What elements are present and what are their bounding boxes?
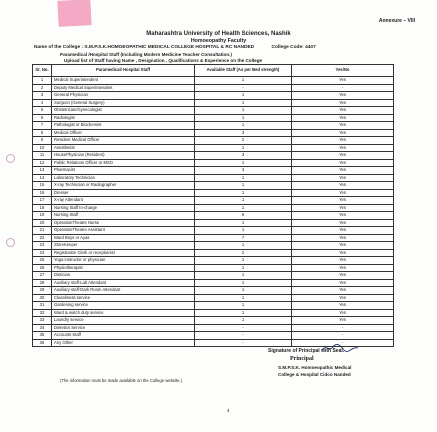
cell-staff: StoreKeeper [52,242,195,250]
signature-label: Signature of Principal with Seal. [268,348,345,354]
table-row [33,84,394,92]
cell-staff: Yoga instructor or physician [52,257,195,265]
cell-staff: Ward Boys or Ayas [52,234,195,242]
cell-sr-no: 1 [33,77,52,85]
cell-sr-no: 22 [33,234,52,242]
cell-available: 1 [195,302,292,310]
cell-yes-no: Yes [292,197,394,205]
table-row [33,227,394,235]
table-header-row [33,65,394,77]
table-row [33,234,394,242]
pink-sticky-note [57,0,91,27]
cell-sr-no: 3 [33,92,52,100]
cell-available: 1 [195,287,292,295]
cell-staff: Gardening service [52,302,195,310]
cell-staff: Laundry service [52,317,195,325]
cell-sr-no: 6 [33,114,52,122]
cell-available: 2 [195,137,292,145]
punch-hole [6,238,15,247]
cell-staff: Ward & watch duty service [52,309,195,317]
subtitle-staff-category: Paramedical /Hospital Staff (Including Modern Medicine Teacher Consultation.) [60,52,232,57]
cell-staff: Laboratory Technician [52,174,195,182]
cell-available: 1 [195,257,292,265]
page-number: 4 [227,408,230,413]
cell-sr-no: 20 [33,219,52,227]
cell-sr-no: 4 [33,99,52,107]
cell-yes-no: Yes [292,234,394,242]
table-row [33,144,394,152]
staff-table [32,64,394,347]
table-row [33,107,394,115]
cell-yes-no: Yes [292,182,394,190]
cell-available: - [195,332,292,340]
cell-yes-no: Yes [292,77,394,85]
table-row [33,159,394,167]
table-row [33,92,394,100]
table-row [33,302,394,310]
table-row [33,324,394,332]
website-note: (The information must be made available on the College website.) [60,378,182,383]
table-row [33,294,394,302]
cell-staff: Pathologist or Biochemist [52,122,195,130]
cell-staff: Resident Medical Officer [52,137,195,145]
cell-available: 1 [195,294,292,302]
cell-yes-no: - [292,332,394,340]
cell-sr-no: 16 [33,189,52,197]
cell-staff: Nursing Staff [52,212,195,220]
subtitle-upload-instruction: Upload list of Staff having Name , Designation , Qualifications & Experience on the College [64,58,263,63]
cell-available: 1 [195,122,292,130]
cell-yes-no: Yes [292,294,394,302]
table-row [33,152,394,160]
table-row [33,332,394,340]
cell-available: 1 [195,92,292,100]
table-row [33,257,394,265]
cell-available: 1 [195,204,292,212]
header-sr-no: Sr. No. [33,65,52,77]
cell-yes-no: Yes [292,309,394,317]
cell-available: - [195,84,292,92]
cell-available: 7 [195,234,292,242]
table-row [33,182,394,190]
cell-sr-no: 18 [33,204,52,212]
cell-sr-no: 29 [33,287,52,295]
cell-sr-no: 35 [33,332,52,340]
cell-available: 1 [195,227,292,235]
cell-yes-no: Yes [292,242,394,250]
signature-scribble [320,343,360,353]
stamp-line-1: S.M.P.S.K. Homoeopathic Medical [278,365,352,370]
cell-yes-no: Yes [292,249,394,257]
table-row [33,174,394,182]
cell-yes-no: Yes [292,302,394,310]
cell-available: 1 [195,279,292,287]
table-row [33,114,394,122]
cell-yes-no: Yes [292,152,394,160]
cell-yes-no: Yes [292,122,394,130]
annexure-label: Annexure – VIII [378,18,415,24]
cell-yes-no: Yes [292,159,394,167]
cell-sr-no: 30 [33,294,52,302]
punch-hole [6,154,15,163]
cell-sr-no: 21 [33,227,52,235]
cell-yes-no: Yes [292,257,394,265]
cell-staff: Obstetrician/Gynecologist [52,107,195,115]
cell-sr-no: 11 [33,152,52,160]
cell-available: 1 [195,242,292,250]
cell-available: 1 [195,219,292,227]
cell-sr-no: 33 [33,317,52,325]
cell-sr-no: 31 [33,302,52,310]
cell-sr-no: 34 [33,324,52,332]
cell-available: 1 [195,77,292,85]
cell-staff: Cleanliness service [52,294,195,302]
cell-available: 1 [195,317,292,325]
cell-staff: Dietetics Service [52,324,195,332]
cell-staff: Physiotherapist [52,264,195,272]
table-row [33,249,394,257]
cell-yes-no: Yes [292,99,394,107]
cell-yes-no: - [292,339,394,347]
cell-staff: Medical Superintendent [52,77,195,85]
cell-sr-no: 36 [33,339,52,347]
cell-staff: Auxiliary staff-Dark Room Attendant [52,287,195,295]
cell-yes-no: Yes [292,137,394,145]
cell-yes-no: Yes [292,279,394,287]
table-row [33,309,394,317]
table-row [33,264,394,272]
cell-available: 1 [195,309,292,317]
cell-staff: Any Other [52,339,195,347]
cell-staff: OperationTheatre Assistant [52,227,195,235]
cell-staff: Auxiliary staff-Lab Attendant [52,279,195,287]
cell-available: 1 [195,182,292,190]
cell-staff: X-ray Technician or Radiographer [52,182,195,190]
cell-sr-no: 26 [33,264,52,272]
cell-yes-no: Yes [292,219,394,227]
table-row [33,317,394,325]
cell-available: 1 [195,107,292,115]
table-row [33,129,394,137]
cell-sr-no: 13 [33,167,52,175]
table-row [33,197,394,205]
cell-staff: Public Relations Officer or MSO [52,159,195,167]
cell-staff: Surgeon (General Surgery) [52,99,195,107]
cell-available: 1 [195,99,292,107]
table-row [33,279,394,287]
cell-sr-no: 23 [33,242,52,250]
cell-sr-no: 12 [33,159,52,167]
table-row [33,287,394,295]
college-line [34,45,316,50]
cell-yes-no: - [292,84,394,92]
cell-staff: Pharmacist [52,167,195,175]
cell-yes-no: Yes [292,227,394,235]
header-yes-no: Yes/No [292,65,394,77]
cell-available: - [195,339,292,347]
cell-sr-no: 28 [33,279,52,287]
cell-sr-no: 32 [33,309,52,317]
cell-yes-no: Yes [292,144,394,152]
cell-yes-no: Yes [292,129,394,137]
cell-staff: Dresser [52,189,195,197]
cell-staff: Deputy Medical Superintendent [52,84,195,92]
cell-yes-no: Yes [292,264,394,272]
cell-available: 1 [195,144,292,152]
cell-yes-no: Yes [292,272,394,280]
cell-sr-no: 15 [33,182,52,190]
cell-sr-no: 19 [33,212,52,220]
cell-sr-no: 2 [33,84,52,92]
cell-available: 1 [195,114,292,122]
cell-yes-no: Yes [292,317,394,325]
table-row [33,137,394,145]
cell-staff: Medical Officer [52,129,195,137]
table-row [33,204,394,212]
cell-sr-no: 14 [33,174,52,182]
cell-sr-no: 17 [33,197,52,205]
cell-staff: General Physician [52,92,195,100]
cell-sr-no: 25 [33,257,52,265]
cell-available: 3 [195,152,292,160]
cell-available: 1 [195,174,292,182]
table-row [33,77,394,85]
table-row [33,167,394,175]
cell-staff: Registration Clerk or receptionist [52,249,195,257]
cell-yes-no: Yes [292,189,394,197]
table-row [33,272,394,280]
university-title: Maharashtra University of Health Sciences, Nashik [146,31,291,37]
cell-staff: OperationTheatre Nurse [52,219,195,227]
table-row [33,212,394,220]
cell-staff: Anesthetist [52,144,195,152]
cell-yes-no: Yes [292,107,394,115]
cell-yes-no: Yes [292,114,394,122]
cell-sr-no: 10 [33,144,52,152]
cell-sr-no: 24 [33,249,52,257]
cell-staff: X-ray Attendant [52,197,195,205]
cell-yes-no: Yes [292,92,394,100]
cell-yes-no: Yes [292,287,394,295]
cell-staff: Accounts Staff [52,332,195,340]
cell-staff: Dietician [52,272,195,280]
cell-sr-no: 27 [33,272,52,280]
cell-available: 1 [195,264,292,272]
header-staff: Paramedical/ Hospital Staff [52,65,195,77]
cell-available: 1 [195,197,292,205]
cell-staff: Radiologist [52,114,195,122]
cell-sr-no: 8 [33,129,52,137]
cell-yes-no: Yes [292,212,394,220]
cell-available: - [195,324,292,332]
table-row [33,122,394,130]
cell-sr-no: 5 [33,107,52,115]
header-available: Available Staff (As per Bed strength) [195,65,292,77]
cell-yes-no: - [292,324,394,332]
cell-yes-no: Yes [292,204,394,212]
college-code: College Code: 4407 [271,45,316,50]
cell-available: 1 [195,272,292,280]
cell-available: 1 [195,159,292,167]
principal-title: Principal [290,356,314,362]
cell-available: 3 [195,167,292,175]
cell-sr-no: 9 [33,137,52,145]
cell-available: 2 [195,249,292,257]
table-row [33,189,394,197]
cell-yes-no: Yes [292,174,394,182]
cell-staff: Nursing Staff In-charge [52,204,195,212]
cell-yes-no: Yes [292,167,394,175]
table-row [33,99,394,107]
table-row [33,242,394,250]
cell-sr-no: 7 [33,122,52,130]
cell-staff: HousePhysician (Resident) [52,152,195,160]
cell-available: 6 [195,212,292,220]
cell-available: 3 [195,129,292,137]
college-name: Name of the College : S.M.P.S.K.HOMOEOPATHIC MEDICAL COLLEGE HOSPITAL & RC NANDED [34,45,255,50]
cell-available: 1 [195,189,292,197]
stamp-line-2: College & Hospital Cidco Nanded [278,372,351,377]
table-row [33,219,394,227]
faculty-title: Homoeopathy Faculty [190,38,247,44]
